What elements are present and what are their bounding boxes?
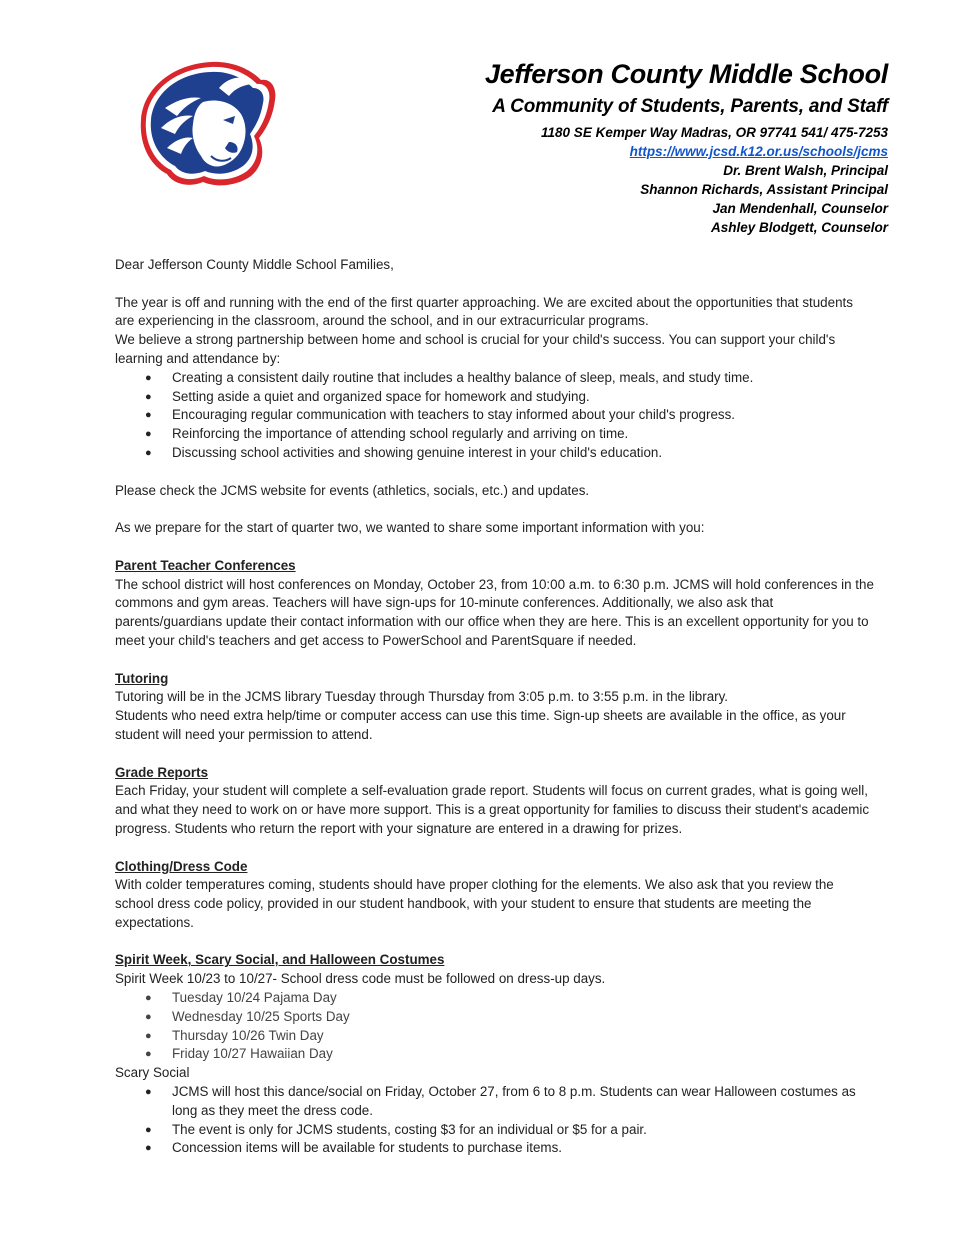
school-tagline: A Community of Students, Parents, and Staff <box>492 96 888 117</box>
tutoring-text-1: Tutoring will be in the JCMS library Tuesday through Thursday from 3:05 p.m. to 3:55 p.m. in the library. <box>115 689 729 705</box>
bullet-icon: ● <box>145 428 152 441</box>
list-item: ● Setting aside a quiet and organized space for homework and studying. <box>115 388 875 407</box>
support-tips-list <box>115 369 875 463</box>
intro-paragraph-2: We believe a strong partnership between home and school is crucial for your child's success. You can support your child's learning and attendance by: <box>115 332 836 366</box>
bison-mascot-logo <box>133 58 279 190</box>
intro-paragraph-1: The year is off and running with the end of the first quarter approaching. We are excited about the opportunities that students are experiencing in the classroom, around the school, and in our extracurricular programs. <box>115 294 853 329</box>
scary-social-label: Scary Social <box>115 1065 190 1081</box>
bullet-icon: ● <box>145 992 152 1005</box>
school-address: 1180 SE Kemper Way Madras, OR 97741 541/ 475-7253 <box>541 125 888 140</box>
bullet-icon: ● <box>145 1142 152 1155</box>
bullet-icon: ● <box>145 1010 152 1023</box>
tutoring-text-2: Students who need extra help/time or computer access can use this time. Sign-up sheets are available in the office, as your student will need your permission to attend. <box>115 708 846 742</box>
spirit-week-days-list <box>115 989 875 1064</box>
bullet-icon: ● <box>145 446 152 459</box>
list-item: ● Reinforcing the importance of attending school regularly and arriving on time. <box>115 425 875 444</box>
grade-reports-heading: Grade Reports <box>115 764 209 780</box>
dress-code-heading: Clothing/Dress Code <box>115 858 248 874</box>
list-item: ● Discussing school activities and showing genuine interest in your child's education. <box>115 444 875 463</box>
bullet-icon: ● <box>145 1029 152 1042</box>
bullet-icon: ● <box>145 1048 152 1061</box>
list-item: ● Encouraging regular communication with teachers to stay informed about your child's progress. <box>115 406 875 425</box>
spirit-week-heading: Spirit Week, Scary Social, and Halloween Costumes <box>115 952 445 968</box>
bullet-icon: ● <box>145 371 152 384</box>
bullet-icon: ● <box>145 390 152 403</box>
school-website-link[interactable]: https://www.jcsd.k12.or.us/schools/jcms <box>629 144 888 159</box>
list-item: ● The event is only for JCMS students, costing $3 for an individual or $5 for a pair. <box>115 1121 875 1140</box>
staff-assistant-principal: Shannon Richards, Assistant Principal <box>640 182 888 197</box>
staff-principal: Dr. Brent Walsh, Principal <box>723 163 888 178</box>
staff-counselor-1: Jan Mendenhall, Counselor <box>712 201 888 216</box>
dress-code-text: With colder temperatures coming, students should have proper clothing for the elements. We also ask that you review the school dress code policy, provided in our student handbook, with your student to ensure that students are meeting the expectations. <box>115 877 834 930</box>
letterhead <box>485 56 888 237</box>
list-item: ● Concession items will be available for students to purchase items. <box>115 1139 875 1158</box>
bullet-icon: ● <box>145 409 152 422</box>
website-note: Please check the JCMS website for events (athletics, socials, etc.) and updates. <box>115 482 590 498</box>
letter-body <box>115 256 875 1158</box>
bullet-icon: ● <box>145 1086 152 1099</box>
conferences-heading: Parent Teacher Conferences <box>115 557 296 573</box>
scary-social-list <box>115 1083 875 1158</box>
school-name: Jefferson County Middle School <box>484 59 888 89</box>
list-item: ● Friday 10/27 Hawaiian Day <box>115 1045 875 1064</box>
staff-counselor-2: Ashley Blodgett, Counselor <box>710 220 888 235</box>
grade-reports-text: Each Friday, your student will complete a self-evaluation grade report. Students will focus on current grades, what is going well, and what they need to work on or have more support. This is a great opportunity for families to discuss their student's academic progress. Students who return the report with your signature are entered in a drawing for prizes. <box>115 783 870 836</box>
spirit-week-intro: Spirit Week 10/23 to 10/27- School dress code must be followed on dress-up days. <box>115 971 606 987</box>
list-item: ● Tuesday 10/24 Pajama Day <box>115 989 875 1008</box>
conferences-text: The school district will host conferences on Monday, October 23, from 10:00 a.m. to 6:30 p.m. JCMS will hold conferences in the commons and gym areas. Teachers will have sign-ups for 10-minute conferences. Additionally, we also ask that parents/guardians update their contact information with our office when they are here. This is an excellent opportunity for you to meet your child's teachers and get access to PowerSchool and ParentSquare if needed. <box>115 576 874 648</box>
tutoring-heading: Tutoring <box>115 670 169 686</box>
list-item: ● Creating a consistent daily routine that includes a healthy balance of sleep, meals, and study time. <box>115 369 875 388</box>
bullet-icon: ● <box>145 1123 152 1136</box>
list-item: ● JCMS will host this dance/social on Friday, October 27, from 6 to 8 p.m. Students can wear Halloween costumes as long as they meet the dress code. <box>145 1084 856 1118</box>
quarter-two-note: As we prepare for the start of quarter two, we wanted to share some important information with you: <box>115 520 705 536</box>
list-item: ● Thursday 10/26 Twin Day <box>115 1027 875 1046</box>
list-item: ● Wednesday 10/25 Sports Day <box>115 1008 875 1027</box>
greeting: Dear Jefferson County Middle School Families, <box>115 257 394 272</box>
